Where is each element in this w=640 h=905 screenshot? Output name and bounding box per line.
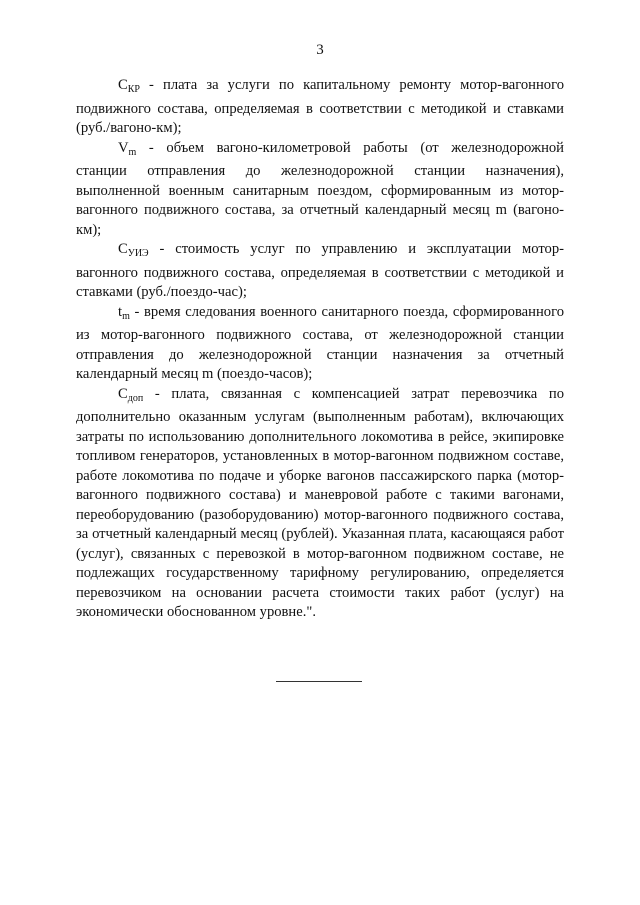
closing-rule	[276, 681, 362, 682]
definition-paragraph	[76, 139, 564, 241]
definition-text: - стоимость услуг по управлению и эксплуатации мотор-вагонного подвижного состава, определяемая в соответствии с методикой и ставками (руб./поездо-час);	[76, 241, 564, 300]
symbol: $V_m$	[118, 139, 137, 158]
definition-paragraph	[76, 303, 564, 385]
definition-text: - объем вагоно-километровой работы (от железнодорожной станции отправления до железнодорожной станции назначения), выполненной военным санитарным поездом, сформированным из мотор-вагонного подвижного состава, за отчетный календарный месяц m (вагоно-км);	[76, 139, 564, 238]
definition-paragraph	[76, 240, 564, 303]
symbol: $C_{доп}$	[118, 385, 144, 404]
definition-text: - время следования военного санитарного поезда, сформированного из мотор-вагонного подвижного состава, от железнодорожной станции отправления до железнодорожной станции назначения за отчетный календарный месяц m (поездо-часов);	[76, 303, 564, 382]
symbol: $t_m$	[118, 303, 130, 322]
definition-paragraph	[76, 76, 564, 139]
definition-text: - плата за услуги по капитальному ремонту мотор-вагонного подвижного состава, определяемая в соответствии с методикой и ставками (руб./вагоно-км);	[76, 77, 564, 136]
page-number: 3	[316, 42, 324, 58]
symbol: $C_{КР}$	[118, 77, 140, 95]
definition-paragraph	[76, 385, 564, 623]
document-body	[76, 76, 564, 623]
symbol: $C_{УИЭ}$	[118, 241, 149, 259]
definition-text: - плата, связанная с компенсацией затрат перевозчика по дополнительно оказанным услугам (выполненным работам), включающих затраты по использованию дополнительного локомотива в рейсе, экипировке топливом генераторов, установленных в мотор-вагонном подвижном составе, работе локомотива по подаче и уборке вагонов пассажирского парка (мотор-вагонного подвижного состава) и маневровой работе с такими вагонами, переоборудованию (разоборудованию) мотор-вагонного подвижного состава, за отчетный календарный месяц (рублей). Указанная плата, касающаяся работ (услуг), связанных с перевозкой в мотор-вагонном подвижном составе, не подлежащих государственному тарифному регулированию, определяется перевозчиком на основании расчета стоимости таких работ (услуг) на экономически обоснованном уровне.".	[76, 385, 564, 620]
